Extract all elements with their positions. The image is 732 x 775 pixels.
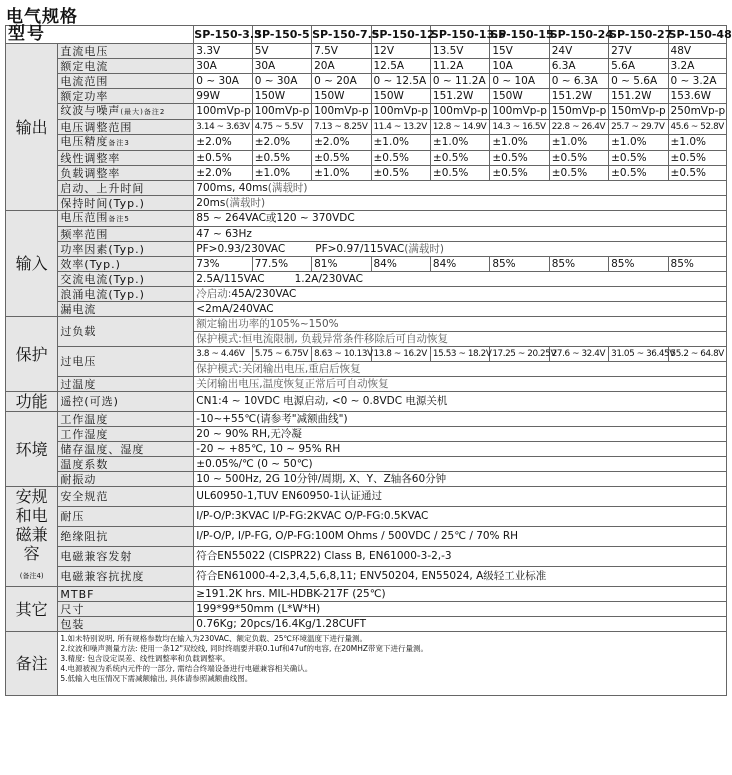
section-notes: 备注 xyxy=(6,632,58,696)
spec-value: 150mVp-p xyxy=(609,104,668,120)
spec-value: ±1.0% xyxy=(312,166,371,181)
spec-value-text: 2.5A/115VAC xyxy=(196,272,265,285)
spec-value: 100mVp-p xyxy=(430,104,489,120)
spec-value: -20 ~ +85℃, 10 ~ 95% RH xyxy=(194,442,727,457)
spec-label: 工作湿度 xyxy=(58,427,194,442)
spec-value: 30A xyxy=(194,59,252,74)
spec-label xyxy=(58,151,194,166)
spec-value: 150W xyxy=(252,89,311,104)
spec-value: 151.2W xyxy=(430,89,489,104)
spec-value: I/P-O/P:3KVAC I/P-FG:2KVAC O/P-FG:0.5KVAC xyxy=(194,507,727,527)
section-function: 功能 xyxy=(6,392,58,412)
spec-value: ±0.5% xyxy=(194,151,252,166)
spec-value: 85% xyxy=(668,257,726,272)
spec-label-text: 额定功率 xyxy=(60,89,109,103)
spec-table xyxy=(5,24,732,696)
spec-value: ±0.5% xyxy=(252,151,311,166)
spec-label: 保持时间(Typ.) xyxy=(58,196,194,211)
spec-value: 12.8 ~ 14.9V xyxy=(430,120,489,135)
section-title: 安规和电磁兼容 xyxy=(15,487,48,563)
spec-note: 冷启动: xyxy=(196,287,232,300)
spec-value: 符合EN55022 (CISPR22) Class B, EN61000-3-2,-3 xyxy=(194,547,727,567)
spec-value: ±2.0% xyxy=(194,166,252,181)
spec-value: 81% xyxy=(312,257,371,272)
spec-value: 30A xyxy=(252,59,311,74)
table-row xyxy=(6,317,727,332)
spec-label: 电磁兼容抗扰度 xyxy=(58,567,194,587)
spec-label: 频率范围 xyxy=(58,227,194,242)
spec-value: 199*99*50mm (L*W*H) xyxy=(194,602,727,617)
spec-label xyxy=(58,44,194,59)
spec-value: 47 ~ 63Hz xyxy=(194,227,727,242)
spec-label xyxy=(58,211,194,227)
model-header-label: 型号 xyxy=(6,26,194,44)
spec-value: 12.5A xyxy=(371,59,430,74)
note-line: 4.电源被视为系统内元件的一部分, 需结合终端设备进行电磁兼容相关确认。 xyxy=(60,664,313,673)
spec-value: 5V xyxy=(252,44,311,59)
spec-label: 工作温度 xyxy=(58,412,194,427)
spec-label-text: 额定电流 xyxy=(60,59,109,73)
spec-label xyxy=(58,89,194,104)
spec-value xyxy=(194,272,727,287)
spec-value: CN1:4 ~ 10VDC 电源启动, <0 ~ 0.8VDC 电源关机 xyxy=(194,392,727,412)
spec-value: ±0.5% xyxy=(490,151,549,166)
spec-label: MTBF xyxy=(58,587,194,602)
spec-label: 功率因素(Typ.) xyxy=(58,242,194,257)
table-row xyxy=(6,427,727,442)
model-header: SP-150-7.5 xyxy=(312,26,371,44)
spec-value: ±2.0% xyxy=(312,135,371,151)
spec-label: 绝缘阻抗 xyxy=(58,527,194,547)
table-row xyxy=(6,392,727,412)
spec-label: 尺寸 xyxy=(58,602,194,617)
spec-label xyxy=(58,166,194,181)
spec-value: UL60950-1,TUV EN60950-1认证通过 xyxy=(194,487,727,507)
spec-value: 73% xyxy=(194,257,252,272)
spec-note: (满载时) xyxy=(404,242,444,255)
spec-value: 151.2W xyxy=(549,89,608,104)
spec-label: 电磁兼容发射 xyxy=(58,547,194,567)
spec-value: 0 ~ 30A xyxy=(252,74,311,89)
page-title: 电气规格 xyxy=(6,7,78,27)
model-header: SP-150-5 xyxy=(252,26,311,44)
spec-value: 0 ~ 30A xyxy=(194,74,252,89)
spec-value: 15.53 ~ 18.2V xyxy=(430,347,489,362)
section-output: 输出 xyxy=(6,44,58,211)
spec-value: 20A xyxy=(312,59,371,74)
spec-value: 99W xyxy=(194,89,252,104)
spec-value: 20 ~ 90% RH,无冷凝 xyxy=(194,427,727,442)
spec-value: 11.4 ~ 13.2V xyxy=(371,120,430,135)
spec-value: 3.2A xyxy=(668,59,726,74)
section-others: 其它 xyxy=(6,587,58,632)
section-safety xyxy=(6,487,58,587)
table-row xyxy=(6,135,727,151)
spec-value: 5.6A xyxy=(609,59,668,74)
table-row xyxy=(6,181,727,196)
spec-value: 150W xyxy=(490,89,549,104)
spec-value: ±1.0% xyxy=(252,166,311,181)
spec-value: ±2.0% xyxy=(252,135,311,151)
spec-value: 100mVp-p xyxy=(312,104,371,120)
spec-value: 24V xyxy=(549,44,608,59)
spec-value: 150W xyxy=(371,89,430,104)
table-row xyxy=(6,211,727,227)
spec-value: 0 ~ 11.2A xyxy=(430,74,489,89)
spec-label: 交流电流(Typ.) xyxy=(58,272,194,287)
model-header: SP-150-27 xyxy=(609,26,668,44)
spec-value: 153.6W xyxy=(668,89,726,104)
spec-value: 3.14 ~ 3.63V xyxy=(194,120,252,135)
table-row xyxy=(6,412,727,427)
spec-label: 储存温度、湿度 xyxy=(58,442,194,457)
spec-value: ±2.0% xyxy=(194,135,252,151)
table-row xyxy=(6,442,727,457)
spec-value: 48V xyxy=(668,44,726,59)
notes-block xyxy=(58,632,727,696)
spec-label-text: 电压调整范围 xyxy=(60,120,133,134)
spec-value: 17.25 ~ 20.25V xyxy=(490,347,549,362)
note-line: 3.精度: 包含设定误差、线性调整率和负载调整率。 xyxy=(60,654,230,663)
spec-value: 27V xyxy=(609,44,668,59)
spec-value: 0 ~ 10A xyxy=(490,74,549,89)
spec-value: ±0.5% xyxy=(490,166,549,181)
spec-value: 85% xyxy=(490,257,549,272)
spec-value: 85% xyxy=(549,257,608,272)
table-row xyxy=(6,287,727,302)
spec-value: 100mVp-p xyxy=(194,104,252,120)
spec-value: 保护模式:关闭输出电压,重启后恢复 xyxy=(194,362,727,377)
spec-value: 符合EN61000-4-2,3,4,5,6,8,11; ENV50204, EN55024, A级轻工业标准 xyxy=(194,567,727,587)
table-row xyxy=(6,257,727,272)
spec-value: 10 ~ 500Hz, 2G 10分钟/周期, X、Y、Z轴各60分钟 xyxy=(194,472,727,487)
spec-value: 6.3A xyxy=(549,59,608,74)
spec-value xyxy=(194,242,727,257)
table-row xyxy=(6,196,727,211)
table-row xyxy=(6,567,727,587)
spec-value: I/P-O/P, I/P-FG, O/P-FG:100M Ohms / 500VDC / 25℃ / 70% RH xyxy=(194,527,727,547)
section-protection: 保护 xyxy=(6,317,58,392)
table-row xyxy=(6,74,727,89)
spec-value: ±1.0% xyxy=(549,135,608,151)
spec-value: 0 ~ 6.3A xyxy=(549,74,608,89)
spec-value: ±1.0% xyxy=(668,135,726,151)
spec-value: 8.63 ~ 10.13V xyxy=(312,347,371,362)
table-row xyxy=(6,507,727,527)
spec-label-text: 负载调整率 xyxy=(60,166,121,180)
model-header: SP-150-15 xyxy=(490,26,549,44)
spec-value: 13.5V xyxy=(430,44,489,59)
spec-value xyxy=(194,196,727,211)
spec-value-text: 20ms xyxy=(196,196,226,209)
spec-value: 0 ~ 3.2A xyxy=(668,74,726,89)
table-row xyxy=(6,44,727,59)
model-header: SP-150-13.5 xyxy=(430,26,489,44)
spec-label-text: 线性调整率 xyxy=(60,151,121,165)
spec-value: ±1.0% xyxy=(430,135,489,151)
spec-label: 包装 xyxy=(58,617,194,632)
spec-value-text: 700ms, 40ms xyxy=(196,181,268,194)
table-row xyxy=(6,377,727,392)
spec-value: ±0.5% xyxy=(549,166,608,181)
spec-note: 备注3 xyxy=(108,139,130,147)
spec-value: 22.8 ~ 26.4V xyxy=(549,120,608,135)
table-row xyxy=(6,587,727,602)
spec-label xyxy=(58,74,194,89)
table-row xyxy=(6,272,727,287)
note-line: 5.低输入电压情况下需减额输出, 具体请参照减额曲线图。 xyxy=(60,674,253,683)
spec-value: 85% xyxy=(609,257,668,272)
table-row xyxy=(6,151,727,166)
spec-value: 7.5V xyxy=(312,44,371,59)
spec-value-text: 45A/230VAC xyxy=(231,287,297,300)
spec-value: ±0.5% xyxy=(371,166,430,181)
spec-label: 过负载 xyxy=(58,317,194,347)
spec-label: 启动、上升时间 xyxy=(58,181,194,196)
model-header: SP-150-3.3 xyxy=(194,26,252,44)
spec-value: 额定输出功率的105%~150% xyxy=(194,317,727,332)
spec-value: ±0.5% xyxy=(312,151,371,166)
spec-value: 84% xyxy=(371,257,430,272)
spec-value: 5.75 ~ 6.75V xyxy=(252,347,311,362)
note-line: 2.纹波和噪声测量方法: 使用一条12"双绞线, 同时终端要并联0.1uf和47uf的电容, 在20MHZ带宽下进行量测。 xyxy=(60,644,429,653)
spec-value: 14.3 ~ 16.5V xyxy=(490,120,549,135)
spec-note: 备注5 xyxy=(108,215,130,223)
spec-label: 耐压 xyxy=(58,507,194,527)
model-header: SP-150-12 xyxy=(371,26,430,44)
spec-value: 4.75 ~ 5.5V xyxy=(252,120,311,135)
spec-value: ±0.5% xyxy=(430,151,489,166)
spec-value: 关闭输出电压,温度恢复正常后可自动恢复 xyxy=(194,377,727,392)
spec-value: 55.2 ~ 64.8V xyxy=(668,347,726,362)
table-row xyxy=(6,166,727,181)
table-row xyxy=(6,632,727,696)
spec-value: 12V xyxy=(371,44,430,59)
spec-label-text: 直流电压 xyxy=(60,44,109,58)
spec-label: 安全规范 xyxy=(58,487,194,507)
table-row xyxy=(6,89,727,104)
section-environment: 环境 xyxy=(6,412,58,487)
spec-value: 150mVp-p xyxy=(549,104,608,120)
spec-value: 0 ~ 5.6A xyxy=(609,74,668,89)
spec-label-text: 电压精度 xyxy=(60,135,109,148)
spec-value-text: PF>0.97/115VAC xyxy=(315,242,405,255)
spec-value-text: PF>0.93/230VAC xyxy=(196,242,286,255)
spec-label xyxy=(58,104,194,120)
spec-label: 过温度 xyxy=(58,377,194,392)
spec-label: 浪涌电流(Typ.) xyxy=(58,287,194,302)
table-row xyxy=(6,602,727,617)
spec-value: ±1.0% xyxy=(371,135,430,151)
table-row xyxy=(6,59,727,74)
spec-note: (满载时) xyxy=(225,196,266,209)
table-row xyxy=(6,617,727,632)
spec-value: 15V xyxy=(490,44,549,59)
spec-label: 遥控(可选) xyxy=(58,392,194,412)
spec-label xyxy=(58,120,194,135)
spec-label-text: 纹波与噪声 xyxy=(60,104,121,117)
spec-label xyxy=(58,59,194,74)
table-row xyxy=(6,347,727,362)
table-row xyxy=(6,104,727,120)
spec-value: 保护模式:恒电流限制, 负载异常条件移除后可自动恢复 xyxy=(194,332,727,347)
table-row xyxy=(6,120,727,135)
spec-value xyxy=(194,287,727,302)
spec-value: 25.7 ~ 29.7V xyxy=(609,120,668,135)
spec-label: 过电压 xyxy=(58,347,194,377)
spec-value: 100mVp-p xyxy=(371,104,430,120)
spec-value: 150W xyxy=(312,89,371,104)
spec-value: 77.5% xyxy=(252,257,311,272)
spec-value: ±0.5% xyxy=(668,151,726,166)
spec-note: (满载时) xyxy=(267,181,308,194)
spec-value: 13.8 ~ 16.2V xyxy=(371,347,430,362)
spec-value: <2mA/240VAC xyxy=(194,302,727,317)
spec-value: 100mVp-p xyxy=(252,104,311,120)
spec-value: 85 ~ 264VAC或120 ~ 370VDC xyxy=(194,211,727,227)
spec-value: ±0.5% xyxy=(549,151,608,166)
spec-label: 耐振动 xyxy=(58,472,194,487)
spec-label xyxy=(58,135,194,151)
table-row xyxy=(6,472,727,487)
spec-value: ±0.5% xyxy=(430,166,489,181)
spec-value-text: 1.2A/230VAC xyxy=(294,272,363,285)
model-header: SP-150-24 xyxy=(549,26,608,44)
spec-value: 7.13 ~ 8.25V xyxy=(312,120,371,135)
table-row xyxy=(6,527,727,547)
spec-value: 100mVp-p xyxy=(490,104,549,120)
spec-label: 温度系数 xyxy=(58,457,194,472)
section-input: 输入 xyxy=(6,211,58,317)
spec-value: 3.3V xyxy=(194,44,252,59)
spec-value: ±0.5% xyxy=(609,166,668,181)
model-header: SP-150-48 xyxy=(668,26,726,44)
spec-label-text: 电流范围 xyxy=(60,74,109,88)
spec-value: 0 ~ 20A xyxy=(312,74,371,89)
spec-value: 250mVp-p xyxy=(668,104,726,120)
spec-value: ±0.5% xyxy=(371,151,430,166)
table-row xyxy=(6,547,727,567)
table-row xyxy=(6,302,727,317)
spec-value: ±1.0% xyxy=(490,135,549,151)
spec-value: 45.6 ~ 52.8V xyxy=(668,120,726,135)
spec-value: ±0.05%/℃ (0 ~ 50℃) xyxy=(194,457,727,472)
spec-value: 0.76Kg; 20pcs/16.4Kg/1.28CUFT xyxy=(194,617,727,632)
spec-value: 3.8 ~ 4.46V xyxy=(194,347,252,362)
spec-value: 151.2W xyxy=(609,89,668,104)
spec-label-text: 电压范围 xyxy=(60,211,109,224)
spec-value: 10A xyxy=(490,59,549,74)
spec-value: ±0.5% xyxy=(609,151,668,166)
table-row xyxy=(6,227,727,242)
spec-value: 84% xyxy=(430,257,489,272)
spec-value: -10~+55℃(请参考"减额曲线") xyxy=(194,412,727,427)
spec-value: 0 ~ 12.5A xyxy=(371,74,430,89)
table-row xyxy=(6,487,727,507)
spec-value: 27.6 ~ 32.4V xyxy=(549,347,608,362)
table-row xyxy=(6,26,727,44)
section-note: (备注4) xyxy=(19,572,44,580)
spec-value: 11.2A xyxy=(430,59,489,74)
spec-value: ±1.0% xyxy=(609,135,668,151)
table-row xyxy=(6,457,727,472)
note-line: 1.如未特别说明, 所有规格参数均在输入为230VAC、额定负载、25℃环境温度下进行量测。 xyxy=(60,634,367,643)
spec-label: 效率(Typ.) xyxy=(58,257,194,272)
spec-value xyxy=(194,181,727,196)
table-row xyxy=(6,242,727,257)
spec-value: 31.05 ~ 36.45V xyxy=(609,347,668,362)
spec-value: ±0.5% xyxy=(668,166,726,181)
spec-label: 漏电流 xyxy=(58,302,194,317)
spec-note: (最大)备注2 xyxy=(120,108,166,116)
spec-value: ≥191.2K hrs. MIL-HDBK-217F (25℃) xyxy=(194,587,727,602)
